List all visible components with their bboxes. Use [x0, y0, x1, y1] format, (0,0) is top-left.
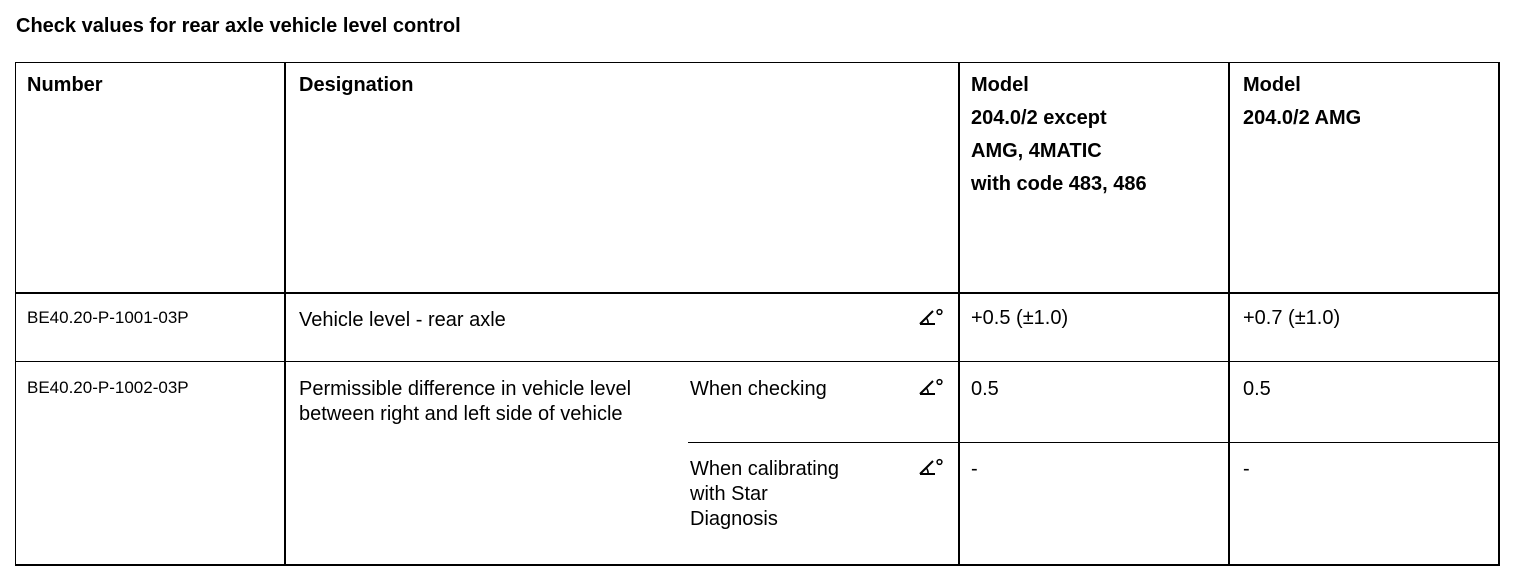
row-2-designation	[299, 377, 631, 427]
table-top-border	[15, 62, 1500, 63]
header-model-1-line: Model	[971, 74, 1029, 96]
table-right-border	[1498, 62, 1500, 566]
header-model-1-line: 204.0/2 except	[971, 107, 1107, 129]
sub-row-divider	[688, 442, 1500, 443]
row-1-model-2-value: +0.7 (±1.0)	[1243, 307, 1341, 329]
angle-degree-icon	[918, 377, 944, 397]
sub-row-2-condition-line: When calibrating	[690, 458, 839, 480]
sub-row-2-model-1-value: -	[971, 458, 978, 480]
sub-row-1-model-2-value: 0.5	[1243, 378, 1271, 400]
document-title: Check values for rear axle vehicle level control	[16, 15, 461, 37]
header-model-1-line: AMG, 4MATIC	[971, 140, 1102, 162]
row-1-model-1-value: +0.5 (±1.0)	[971, 307, 1069, 329]
header-model-2-line: 204.0/2 AMG	[1243, 107, 1362, 129]
header-model-1-line: with code 483, 486	[971, 173, 1147, 195]
row-1-bottom-border	[15, 361, 1500, 362]
header-designation: Designation	[299, 74, 414, 96]
sub-row-2-condition	[690, 457, 839, 532]
header-model-1	[971, 69, 1147, 201]
header-model-2-line: Model	[1243, 74, 1301, 96]
table-left-border	[15, 62, 16, 566]
header-bottom-border	[15, 292, 1500, 294]
designation-column-divider	[958, 62, 960, 566]
sub-row-2-condition-line: Diagnosis	[690, 508, 778, 530]
angle-degree-icon	[918, 457, 944, 477]
row-2-designation-line: between right and left side of vehicle	[299, 403, 623, 425]
sub-row-1-condition	[690, 377, 827, 401]
sub-row-1-condition-line: When checking	[690, 378, 827, 400]
row-2-number: BE40.20-P-1002-03P	[27, 378, 189, 397]
table-bottom-border	[15, 564, 1500, 566]
header-model-2	[1243, 69, 1361, 135]
header-number: Number	[27, 74, 103, 96]
sub-row-2-condition-line: with Star	[690, 483, 768, 505]
model-column-divider	[1228, 62, 1230, 566]
number-column-divider	[284, 62, 286, 566]
row-1-designation: Vehicle level - rear axle	[299, 309, 506, 331]
sub-row-2-model-2-value: -	[1243, 458, 1250, 480]
angle-degree-icon	[918, 307, 944, 327]
sub-row-1-model-1-value: 0.5	[971, 378, 999, 400]
row-2-designation-line: Permissible difference in vehicle level	[299, 378, 632, 400]
row-1-number: BE40.20-P-1001-03P	[27, 308, 189, 327]
